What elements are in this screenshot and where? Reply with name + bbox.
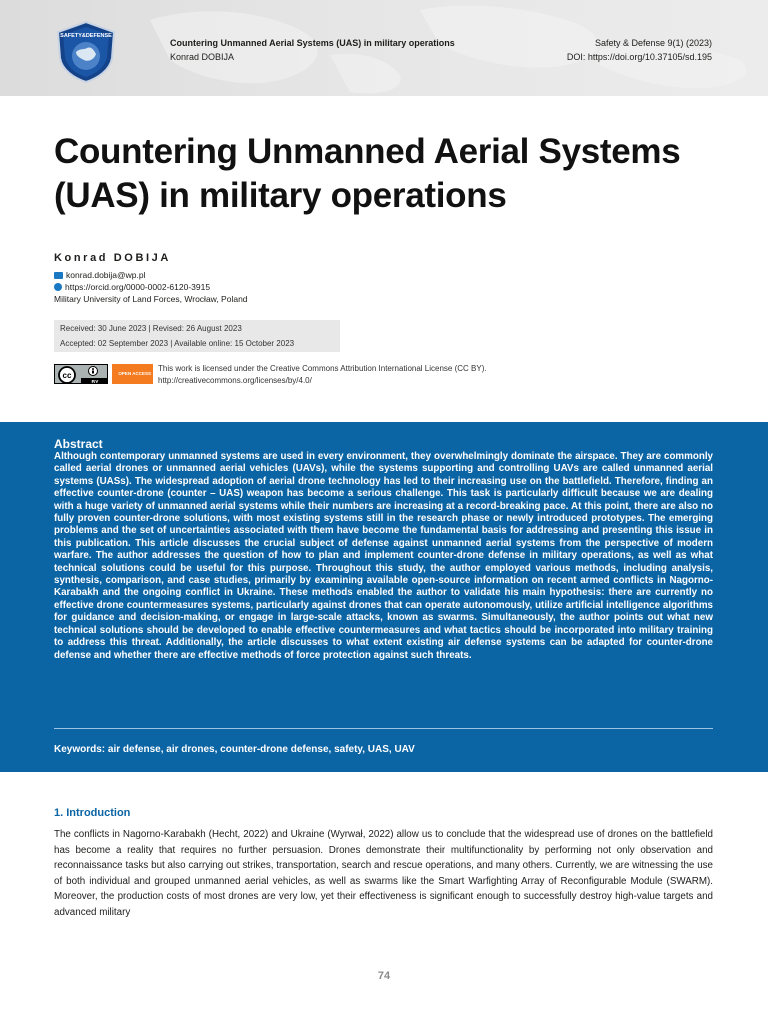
author-name: Konrad DOBIJA bbox=[54, 252, 171, 264]
running-header-left bbox=[170, 36, 455, 64]
dates-line-2: Accepted: 02 September 2023 | Available online: 15 October 2023 bbox=[60, 339, 295, 348]
page-number: 74 bbox=[377, 970, 391, 982]
keywords: Keywords: air defense, air drones, counter-drone defense, safety, UAS, UAV bbox=[54, 744, 415, 755]
cc-by-icon bbox=[55, 365, 108, 384]
journal-issue: Safety & Defense 9(1) (2023) bbox=[594, 38, 712, 48]
running-author: Konrad DOBIJA bbox=[170, 52, 235, 62]
license-line-1: This work is licensed under the Creative Commons Attribution International License (CC BY). bbox=[158, 364, 487, 373]
abstract-divider bbox=[54, 728, 713, 729]
running-header-right bbox=[567, 36, 712, 64]
open-access-label: OPEN ACCESS bbox=[118, 371, 151, 376]
open-access-badge[interactable] bbox=[112, 364, 153, 384]
author-affiliation: Military University of Land Forces, Wrocław, Poland bbox=[54, 294, 248, 304]
author-details bbox=[54, 269, 248, 305]
author-email[interactable]: konrad.dobija@wp.pl bbox=[66, 270, 146, 280]
orcid-icon bbox=[54, 283, 62, 291]
journal-header bbox=[0, 0, 768, 96]
introduction-text: The conflicts in Nagorno-Karabakh (Hecht, 2022) and Ukraine (Wyrwał, 2022) allow us to conclude that the widespread use of drones on the battlefield has become a reality that requires no further persuasion. Drones demonstrate their multifunctionality by performing not only observation and reconnaissance tasks but also carrying out strikes, transportation, search and rescue operations, and many others. Currently, we are witnessing the use of both individual and grouped unmanned aerial vehicles, as well as swarms like the Smart Warfighting Array of Reconfigurable Module (SWARM). Moreover, the production costs of most drones are very low, yet their effectiveness is significant enough to successfully destroy high-value targets and advanced military bbox=[54, 829, 713, 918]
abstract-section bbox=[0, 422, 768, 772]
license-text bbox=[158, 363, 487, 387]
svg-text:BY: BY bbox=[91, 380, 99, 384]
abstract-text: Although contemporary unmanned systems are used in every environment, they overwhelmingly dominate the airspace. They are commonly called aerial drones or unmanned aerial vehicles (UAVs), while the systems supporting and controlling UAVs are called unmanned aerial systems (UASs). The widespread adoption of aerial drone technology has led to their increasing use on the battlefield. Therefore, finding an effective counter-drone (counter – UAS) weapon has become a serious challenge. This task is particularly difficult because we are dealing with a huge variety of unmanned aerial systems while their numbers are increasing at a record-breaking pace. At this point, there are also no fully proven counter-drone solutions, with most existing systems still in the research phase or newly introduced prototypes. The emerging problems and the set of uncertainties associated with them have become the fundamental basis for addressing and presenting this issue in this publication. This article discusses the crucial subject of defense against unmanned aerial systems from the perspective of modern warfare. The author addresses the question of how to plan and implement counter-drone defense in military operations, as well as what technical solutions could be useful for this purpose. Throughout this study, the author employed various methods, including analysis, synthesis, comparison, and case studies, primarily by examining available open-source information on recent armed conflicts in Nagorno-Karabakh and the ongoing conflict in Ukraine. These methods enabled the author to validate his main hypothesis: there are currently no effective drone countermeasures systems, particularly against drones that can operate autonomously, utilize artificial intelligence algorithms for guidance and decision-making, or engage in large-scale attacks, known as swarms. Simultaneously, the author points out what new technical solutions should be developed to enable effective countermeasures and what tactics should be incorporated into military training to address this threat. Additionally, the article discusses to what extent existing air defense systems can be adapted for counter-drone defense and whether there are effective methods of force protection against such threats. bbox=[54, 451, 713, 661]
abstract-heading: Abstract bbox=[54, 437, 103, 451]
doi-link[interactable]: DOI: https://doi.org/10.37105/sd.195 bbox=[566, 52, 712, 62]
email-icon bbox=[54, 272, 63, 279]
cc-by-badge[interactable] bbox=[54, 364, 108, 384]
license-link[interactable]: http://creativecommons.org/licenses/by/4.0/ bbox=[158, 376, 312, 385]
dates-line-1: Received: 30 June 2023 | Revised: 26 August 2023 bbox=[60, 324, 242, 333]
author-orcid[interactable]: https://orcid.org/0000-0002-6120-3915 bbox=[65, 282, 211, 292]
publication-dates bbox=[54, 320, 340, 352]
svg-text:cc: cc bbox=[62, 371, 72, 380]
section-heading-introduction: 1. Introduction bbox=[54, 807, 131, 819]
logo-lettering: SAFETY&DEFENSE bbox=[60, 33, 112, 39]
running-title: Countering Unmanned Aerial Systems (UAS) in military operations bbox=[170, 38, 455, 48]
article-title: Countering Unmanned Aerial Systems (UAS) in military operations bbox=[54, 132, 681, 215]
journal-logo bbox=[54, 20, 118, 84]
